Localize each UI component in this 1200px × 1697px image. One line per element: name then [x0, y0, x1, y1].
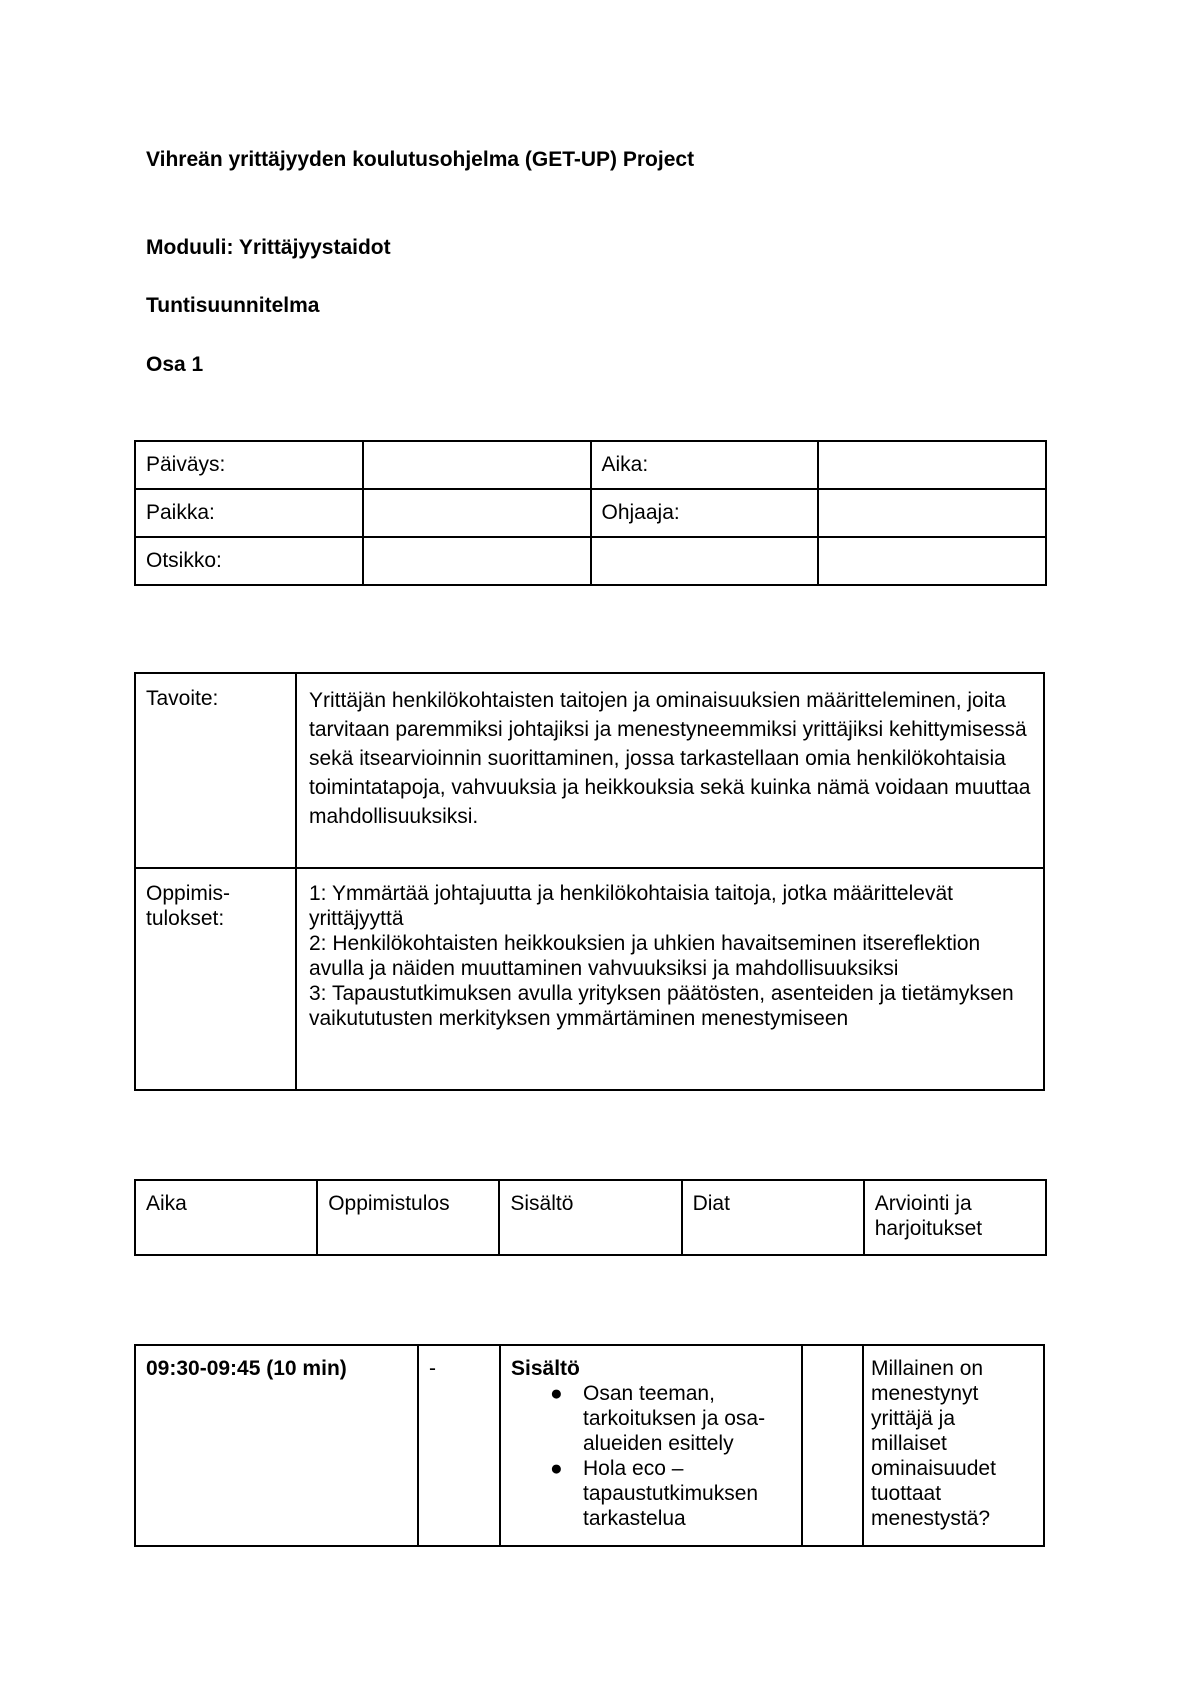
list-item [550, 1381, 791, 1456]
schedule-assessment: Millainen on menestynyt yrittäjä ja millaiset ominaisuudet tuottaat menestystä? [863, 1345, 1044, 1546]
outcome-item: 1: Ymmärtää johtajuutta ja henkilökohtaisia taitoja, jotka määrittelevät yrittäjyyttä [309, 882, 953, 930]
goal-table [134, 672, 1045, 1091]
schedule-content [500, 1345, 802, 1546]
title-value[interactable] [363, 537, 591, 585]
empty-cell [818, 537, 1046, 585]
outcomes-label [135, 868, 296, 1090]
goal-label: Tavoite: [135, 673, 296, 868]
schedule-time: 09:30-09:45 (10 min) [135, 1345, 418, 1546]
plan-title: Tuntisuunnitelma [146, 294, 320, 317]
schedule-table [134, 1344, 1045, 1547]
column-header-assessment: Arviointi ja harjoitukset [864, 1180, 1046, 1255]
column-header-outcome: Oppimistulos [317, 1180, 499, 1255]
instructor-label: Ohjaaja: [591, 489, 819, 537]
outcomes-list [296, 868, 1044, 1090]
table-row [135, 489, 1046, 537]
table-row [135, 868, 1044, 1090]
column-header-time: Aika [135, 1180, 317, 1255]
empty-cell [591, 537, 819, 585]
bullet-icon: ● [550, 1457, 563, 1480]
place-value[interactable] [363, 489, 591, 537]
table-row [135, 1345, 1044, 1546]
column-header-content: Sisältö [499, 1180, 681, 1255]
content-heading: Sisältö [511, 1357, 580, 1380]
list-item [550, 1456, 791, 1531]
outcomes-label-line: Oppimis- [146, 882, 231, 905]
time-value[interactable] [818, 441, 1046, 489]
columns-table [134, 1179, 1047, 1256]
schedule-slides [802, 1345, 863, 1546]
outcome-item: 2: Henkilökohtaisten heikkouksien ja uhkien havaitseminen itsereflektion avulla ja näiden muuttaminen vahvuuksiksi ja mahdollisuuksiksi [309, 932, 981, 980]
bullet-text: Hola eco – tapaustutkimuksen tarkastelua [583, 1457, 759, 1530]
time-label: Aika: [591, 441, 819, 489]
place-label: Paikka: [135, 489, 363, 537]
column-header-slides: Diat [682, 1180, 864, 1255]
instructor-value[interactable] [818, 489, 1046, 537]
table-row [135, 537, 1046, 585]
table-row [135, 441, 1046, 489]
bullet-icon: ● [550, 1382, 563, 1405]
outcomes-label-line: tulokset: [146, 907, 225, 930]
outcome-item: 3: Tapaustutkimuksen avulla yrityksen päätösten, asenteiden ja tietämyksen vaikututusten merkityksen ymmärtäminen menestymiseen [309, 982, 1014, 1030]
table-row [135, 673, 1044, 868]
goal-text: Yrittäjän henkilökohtaisten taitojen ja ominaisuuksien määritteleminen, joita tarvitaan paremmiksi johtajiksi ja menestyneemmiksi yrittäjiksi kehittymisessä sekä itsearvioinnin suorittaminen, jossa tarkastellaan omia henkilökohtaisia toimintatapoja, vahvuuksia ja heikkouksia sekä kuinka nämä voidaan muuttaa mahdollisuuksiksi. [296, 673, 1044, 868]
part-title: Osa 1 [146, 353, 204, 376]
program-title: Vihreän yrittäjyyden koulutusohjelma (GET-UP) Project [146, 148, 695, 171]
schedule-outcome: - [418, 1345, 500, 1546]
meta-table [134, 440, 1047, 586]
table-row [135, 1180, 1046, 1255]
date-label: Päiväys: [135, 441, 363, 489]
bullet-text: Osan teeman, tarkoituksen ja osa-alueiden esittely [583, 1382, 766, 1455]
module-title: Moduuli: Yrittäjyystaidot [146, 236, 391, 259]
content-bullet-list [511, 1381, 791, 1531]
title-label: Otsikko: [135, 537, 363, 585]
date-value[interactable] [363, 441, 591, 489]
